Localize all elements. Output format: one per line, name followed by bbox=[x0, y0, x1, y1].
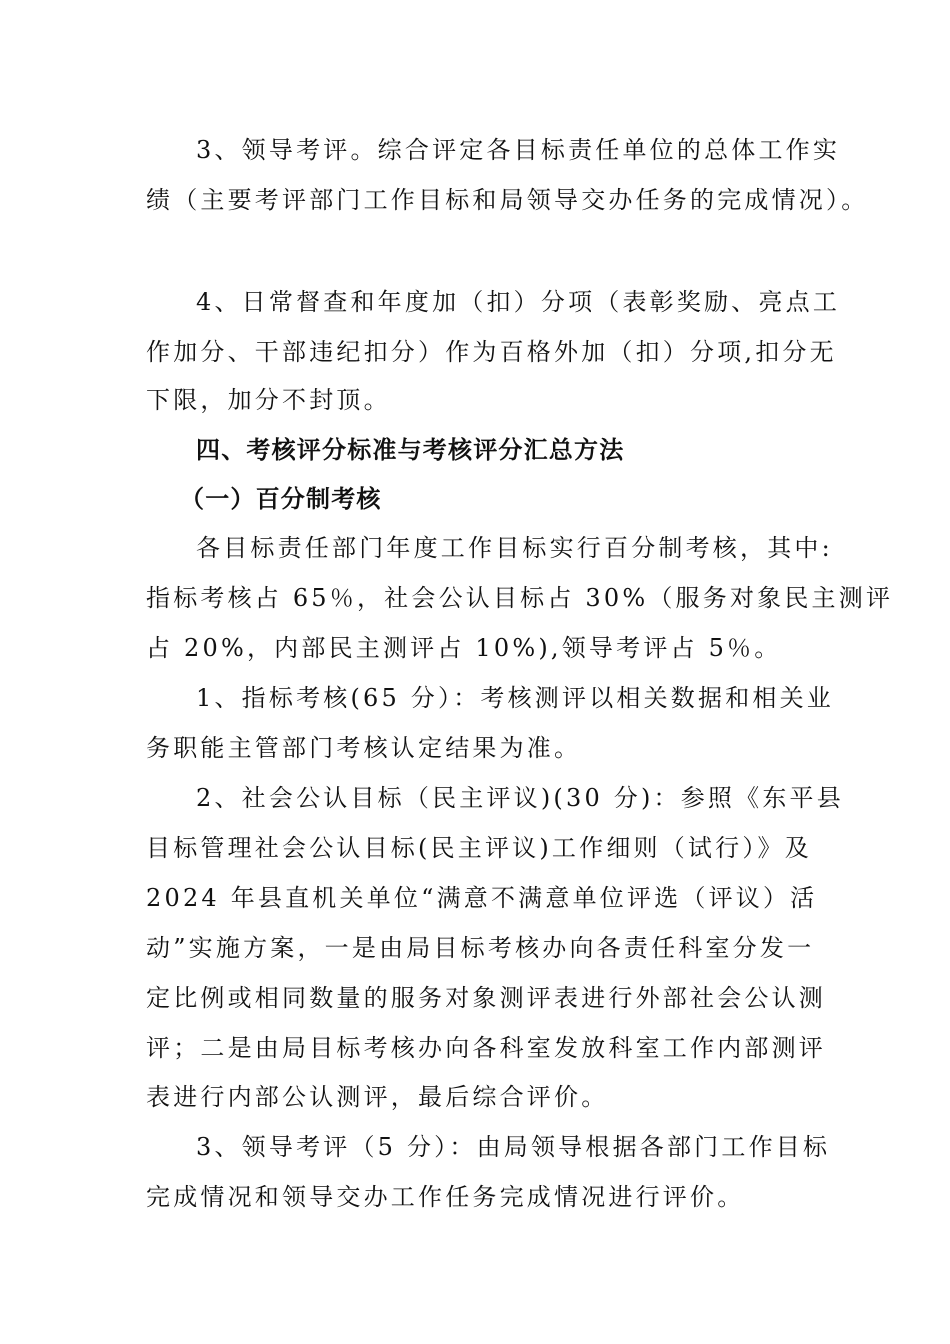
paragraph-line: 3、领导考评。综合评定各目标责任单位的总体工作实 bbox=[196, 136, 841, 164]
paragraph-line: 指标考核占 65％，社会公认目标占 30%（服务对象民主测评 bbox=[146, 584, 894, 612]
paragraph-line: 下限，加分不封顶。 bbox=[146, 386, 391, 414]
paragraph-line: 3、领导考评（5 分）：由局领导根据各部门工作目标 bbox=[196, 1133, 831, 1161]
paragraph-line: 作加分、干部违纪扣分）作为百格外加（扣）分项,扣分无 bbox=[146, 338, 837, 366]
paragraph-line: 表进行内部公认测评，最后综合评价。 bbox=[146, 1083, 609, 1111]
paragraph-line: 绩（主要考评部门工作目标和局领导交办任务的完成情况）。 bbox=[146, 186, 869, 214]
paragraph-line: 务职能主管部门考核认定结果为准。 bbox=[146, 734, 582, 762]
paragraph-line: 占 20%，内部民主测评占 10%),领导考评占 5％。 bbox=[146, 634, 782, 662]
subsection-heading: （一）百分制考核 bbox=[180, 485, 382, 513]
paragraph-line: 1、指标考核(65 分）：考核测评以相关数据和相关业 bbox=[196, 684, 834, 712]
paragraph-line: 各目标责任部门年度工作目标实行百分制考核，其中: bbox=[196, 534, 833, 562]
paragraph-line: 2024 年县直机关单位“满意不满意单位评选（评议）活 bbox=[146, 884, 818, 912]
paragraph-line: 完成情况和领导交办工作任务完成情况进行评价。 bbox=[146, 1183, 745, 1211]
section-heading: 四、考核评分标准与考核评分汇总方法 bbox=[196, 436, 625, 464]
paragraph-line: 定比例或相同数量的服务对象测评表进行外部社会公认测 bbox=[146, 984, 826, 1012]
paragraph-line: 动”实施方案，一是由局目标考核办向各责任科室分发一 bbox=[146, 934, 815, 962]
paragraph-line: 目标管理社会公认目标(民主评议)工作细则（试行）》及 bbox=[146, 834, 812, 862]
paragraph-line: 评；二是由局目标考核办向各科室发放科室工作内部测评 bbox=[146, 1034, 826, 1062]
paragraph-line: 2、社会公认目标（民主评议)(30 分)：参照《东平县 bbox=[196, 784, 844, 812]
paragraph-line: 4、日常督查和年度加（扣）分项（表彰奖励、亮点工 bbox=[196, 288, 841, 316]
